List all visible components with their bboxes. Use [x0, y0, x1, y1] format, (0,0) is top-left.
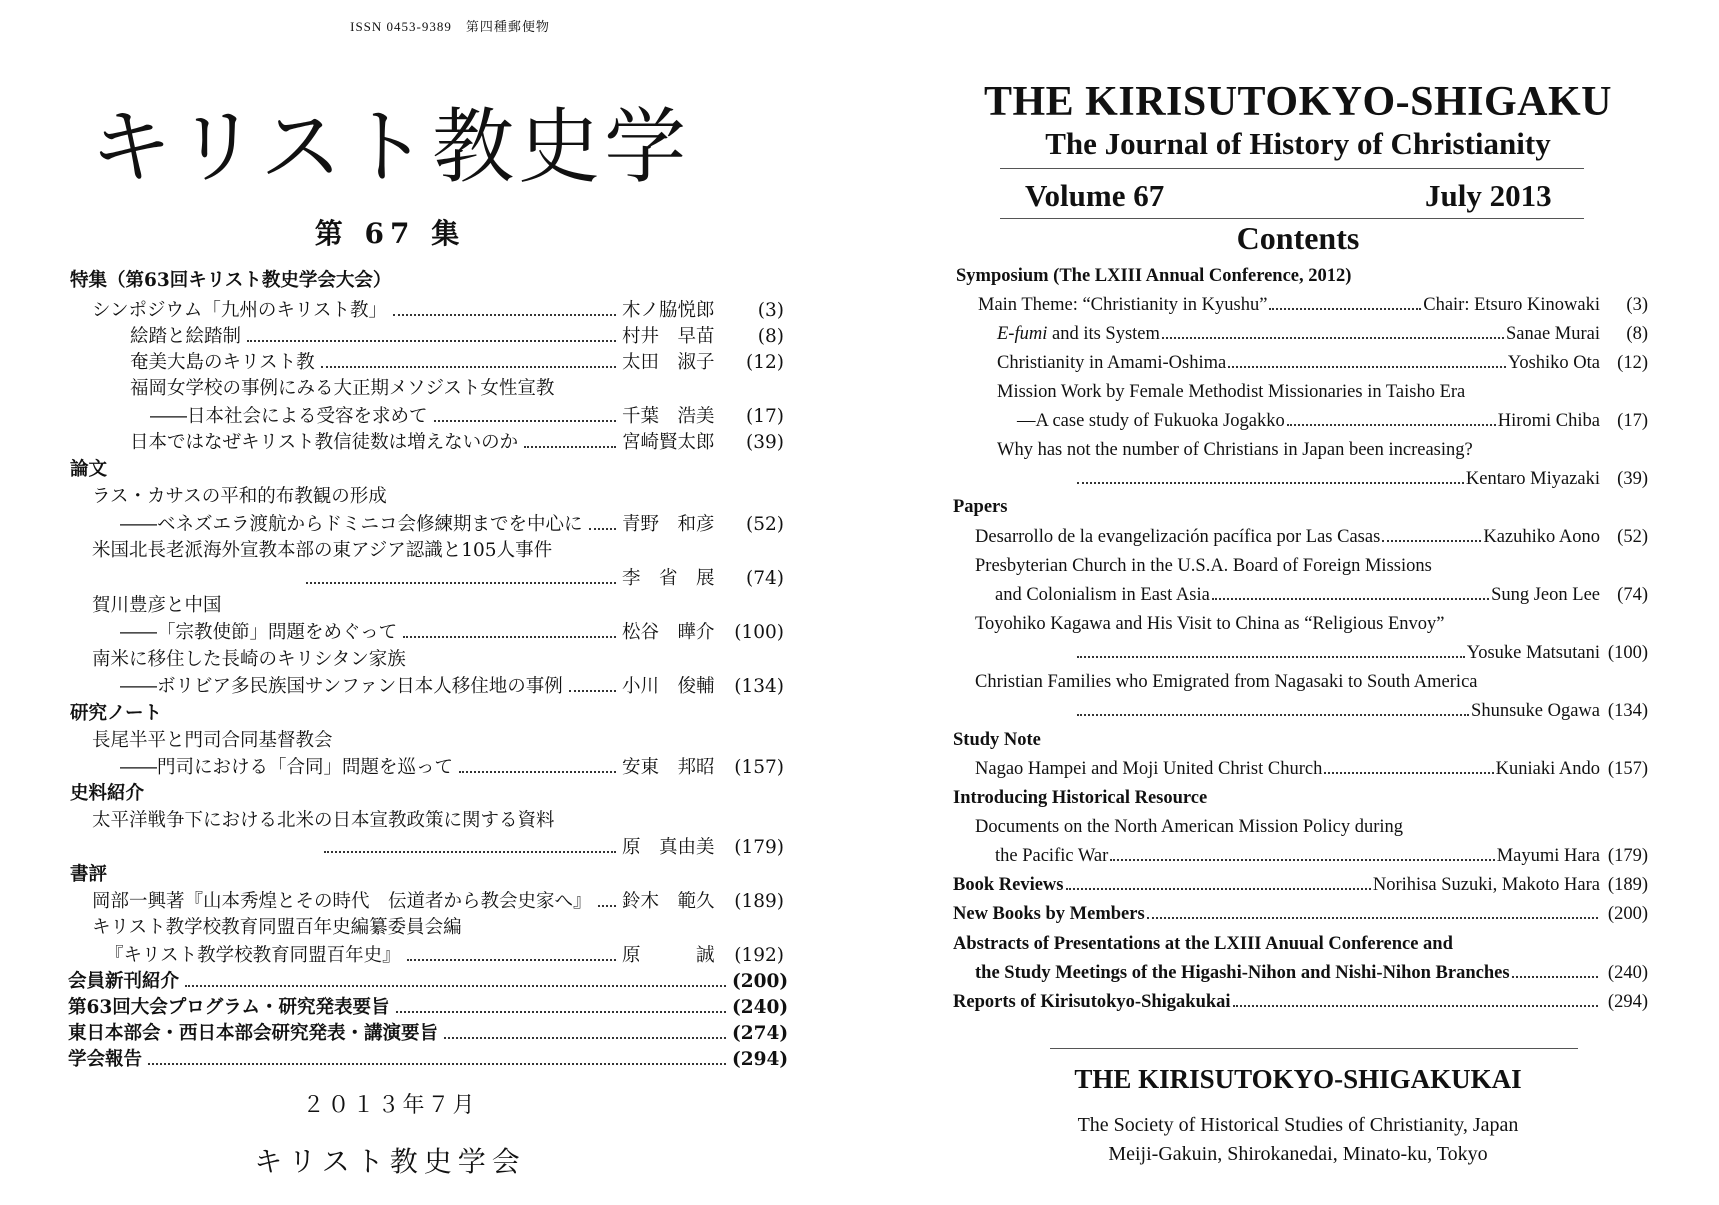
jp-toc-entry: 絵踏と絵踏制 村井 早苗 (8) — [130, 326, 784, 347]
jp-toc-text: 米国北長老派海外宣教本部の東アジア認識と105人事件 — [92, 540, 553, 561]
en-toc-section: Study Note — [953, 730, 1041, 750]
en-toc-entry: Main Theme: “Christianity in Kyushu” Chair: Etsuro Kinowaki (3) — [978, 295, 1648, 315]
jp-toc-text: キリスト教学校教育同盟百年史編纂委員会編 — [92, 917, 462, 938]
society-address: Meiji-Gakuin, Shirokanedai, Minato-ku, Tokyo — [1108, 1143, 1488, 1165]
en-toc-text: Presbyterian Church in the U.S.A. Board of Foreign Missions — [975, 556, 1432, 576]
en-journal-title: THE KIRISUTOKYO-SHIGAKU — [983, 79, 1613, 125]
jp-toc-section: 特集（第63回キリスト教史学会大会） — [70, 270, 392, 291]
jp-publisher: キリスト教史学会 — [254, 1145, 526, 1178]
en-volume: Volume 67 — [1025, 178, 1165, 213]
society-name: THE KIRISUTOKYO-SHIGAKUKAI — [1074, 1064, 1522, 1094]
jp-toc-entry: 『キリスト教学校教育同盟百年史』 原 誠 (192) — [105, 945, 784, 966]
en-toc-text: Mission Work by Female Methodist Missionaries in Taisho Era — [997, 382, 1466, 402]
en-toc-entry: —A case study of Fukuoka Jogakko Hiromi Chiba (17) — [1017, 411, 1648, 431]
jp-toc-entry: 日本ではなぜキリスト教信徒数は増えないのか 宮崎賢太郎 (39) — [130, 432, 784, 453]
en-toc-section: Papers — [953, 497, 1008, 517]
en-toc-entry: Book Reviews Norihisa Suzuki, Makoto Hara (189) — [953, 875, 1648, 895]
en-toc-entry: the Study Meetings of the Higashi-Nihon and Nishi-Nihon Branches (240) — [975, 963, 1648, 983]
jp-toc-entry: 東日本部会・西日本部会研究発表・講演要旨 (274) — [68, 1023, 789, 1044]
en-toc-entry: New Books by Members (200) — [953, 904, 1648, 924]
jp-toc-entry: シンポジウム「九州のキリスト教」 木ノ脇悦郎 (3) — [92, 300, 784, 321]
jp-toc-entry: 原 真由美 (179) — [318, 835, 784, 861]
jp-toc-entry: 李 省 展 (74) — [300, 566, 784, 592]
contents-heading: Contents — [1236, 220, 1360, 256]
en-toc-text: Why has not the number of Christians in Japan been increasing? — [997, 440, 1473, 460]
jp-toc-entry: 奄美大島のキリスト教 太田 淑子 (12) — [130, 352, 784, 373]
en-toc-entry: Yosuke Matsutani (100) — [1075, 641, 1648, 665]
en-toc-entry: the Pacific War Mayumi Hara (179) — [995, 846, 1648, 866]
jp-toc-text: 福岡女学校の事例にみる大正期メソジスト女性宣教 — [130, 378, 555, 399]
en-toc-entry: Christianity in Amami-Oshima Yoshiko Ota (12) — [997, 353, 1648, 373]
divider — [1050, 1048, 1578, 1049]
jp-toc-entry: ――ボリビア多民族国サンファン日本人移住地の事例 小川 俊輔 (134) — [120, 676, 784, 697]
jp-toc-section: 史料紹介 — [70, 783, 145, 804]
jp-toc-text: ラス・カサスの平和的布教観の形成 — [92, 486, 387, 507]
jp-toc-text: 南米に移住した長崎のキリシタン家族 — [92, 649, 406, 670]
en-toc-entry: Reports of Kirisutokyo-Shigakukai (294) — [953, 992, 1648, 1012]
jp-toc-section: 書評 — [70, 864, 108, 885]
en-toc-entry: Kentaro Miyazaki (39) — [1075, 467, 1648, 491]
en-toc-entry: and Colonialism in East Asia Sung Jeon Lee (74) — [995, 585, 1648, 605]
jp-toc-entry: 学会報告 (294) — [68, 1049, 789, 1070]
en-toc-text: Documents on the North American Mission Policy during — [975, 817, 1404, 837]
jp-toc-section: 研究ノート — [70, 703, 162, 724]
jp-toc-entry: ――「宗教使節」問題をめぐって 松谷 曄介 (100) — [120, 622, 784, 643]
en-toc-text: Christian Families who Emigrated from Nagasaki to South America — [975, 672, 1478, 692]
jp-journal-title: キリスト教史学 — [89, 100, 691, 195]
jp-toc-text: 賀川豊彦と中国 — [92, 595, 222, 616]
jp-toc-text: 太平洋戦争下における北米の日本宣教政策に関する資料 — [92, 810, 555, 831]
jp-toc-entry: ――日本社会による受容を求めて 千葉 浩美 (17) — [150, 406, 784, 427]
en-toc-text: Toyohiko Kagawa and His Visit to China as “Religious Envoy” — [975, 614, 1445, 634]
jp-publication-date: ２０１３年７月 — [302, 1093, 478, 1118]
en-journal-subtitle: The Journal of History of Christianity — [1045, 126, 1551, 161]
jp-toc-entry: 第63回大会プログラム・研究発表要旨 (240) — [68, 997, 789, 1018]
jp-toc-entry: ――門司における「合同」問題を巡って 安東 邦昭 (157) — [120, 757, 784, 778]
jp-toc-section: 論文 — [70, 459, 108, 480]
en-toc-entry: E-fumi and its System Sanae Murai (8) — [997, 324, 1648, 344]
jp-toc-entry: 会員新刊紹介 (200) — [68, 971, 789, 992]
en-toc-section: Introducing Historical Resource — [953, 788, 1208, 808]
en-toc-section: Abstracts of Presentations at the LXIII Anuual Conference and — [953, 934, 1453, 954]
en-toc-entry: Desarrollo de la evangelización pacífica por Las Casas Kazuhiko Aono (52) — [975, 527, 1648, 547]
jp-volume: 第 67 集 — [314, 217, 466, 250]
society-description: The Society of Historical Studies of Christianity, Japan — [1077, 1114, 1519, 1136]
jp-toc-entry: ――ベネズエラ渡航からドミニコ会修練期までを中心に 青野 和彦 (52) — [120, 514, 784, 535]
jp-toc-entry: 岡部一興著『山本秀煌とその時代 伝道者から教会史家へ』 鈴木 範久 (189) — [92, 891, 784, 912]
divider — [1000, 218, 1584, 219]
en-toc-section: Symposium (The LXIII Annual Conference, 2012) — [956, 266, 1352, 286]
en-toc-entry: Shunsuke Ogawa (134) — [1075, 699, 1648, 723]
jp-toc-text: 長尾半平と門司合同基督教会 — [92, 730, 333, 751]
en-date: July 2013 — [1425, 178, 1552, 213]
divider — [1000, 168, 1584, 169]
issn-header: ISSN 0453-9389 第四種郵便物 — [350, 19, 550, 34]
en-toc-entry: Nagao Hampei and Moji United Christ Church Kuniaki Ando (157) — [975, 759, 1648, 779]
